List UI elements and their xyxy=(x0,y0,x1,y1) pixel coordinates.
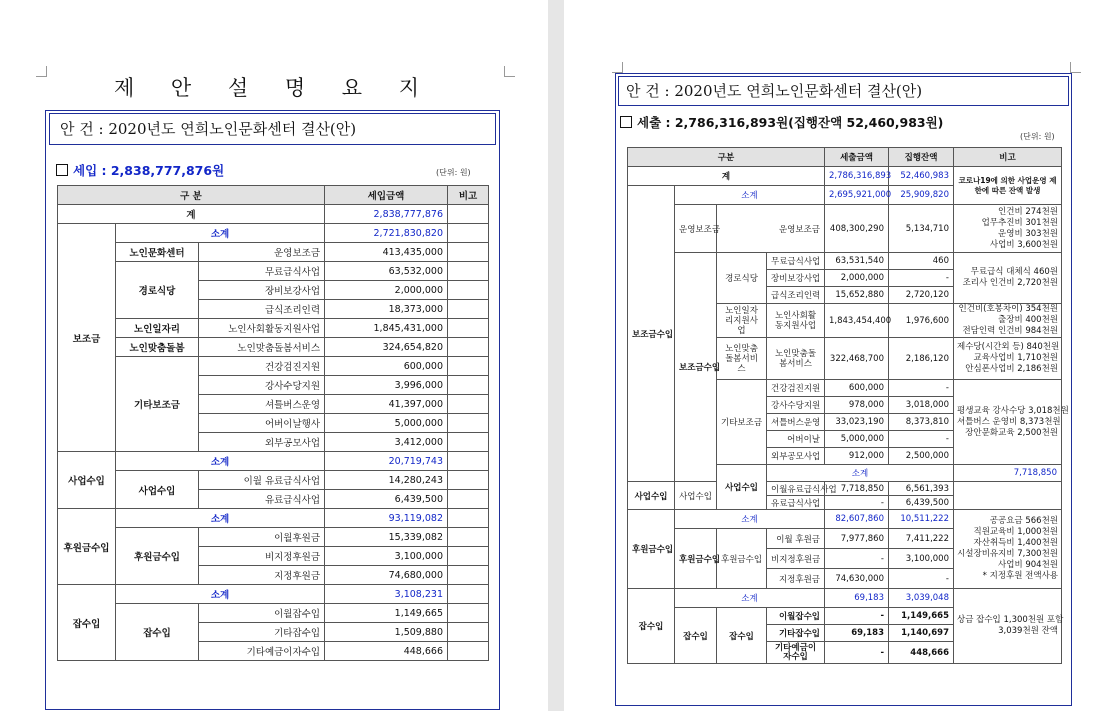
sub-jobs: 노인일자리지원사업 xyxy=(717,304,767,338)
item-name: 이월잡수입 xyxy=(767,608,825,625)
item-name: 지정후원금 xyxy=(767,569,825,589)
item-name: 무료급식사업 xyxy=(199,262,325,281)
subtotal-amount: 69,183 xyxy=(825,589,889,608)
subtotal-label: 소계 xyxy=(116,509,325,528)
item-name: 건강검진지원 xyxy=(767,380,825,397)
item-amount: 7,718,850 xyxy=(825,482,889,496)
sub-donation: 후원금수입 xyxy=(116,528,199,585)
sub-misc: 잡수입 xyxy=(116,604,199,661)
item-name: 무료급식사업 xyxy=(767,253,825,270)
sub2-business: 사업수입 xyxy=(675,482,717,510)
crop-mark xyxy=(1070,62,1081,73)
item-amount: 978,000 xyxy=(825,397,889,414)
subtotal-label: 소계 xyxy=(116,585,325,604)
sub-dining: 경로식당 xyxy=(717,253,767,304)
item-amount: 408,300,290 xyxy=(825,205,889,253)
sub2-misc: 잡수입 xyxy=(717,608,767,664)
sub-other: 기타보조금 xyxy=(116,357,199,452)
checkbox-icon xyxy=(56,164,68,176)
item-name: 외부공모사업 xyxy=(199,433,325,452)
expense-table xyxy=(627,147,1069,664)
right-page xyxy=(564,0,1112,711)
item-name: 노인맞춤돌봄서비스 xyxy=(199,338,325,357)
group-misc: 잡수입 xyxy=(628,589,675,664)
item-amount: 322,468,700 xyxy=(825,338,889,380)
item-balance: 5,134,710 xyxy=(889,205,954,253)
total-remark: 코로나19에 의한 사업운영 제한에 따른 잔액 발생 xyxy=(954,167,1062,205)
item-amount: 33,023,190 xyxy=(825,414,889,431)
sub-business: 사업수입 xyxy=(628,482,675,510)
item-name: 외부공모사업 xyxy=(767,448,825,465)
unit-label: (단위: 원) xyxy=(436,168,471,177)
item-amount: - xyxy=(825,608,889,625)
item-name: 어버이날 xyxy=(767,431,825,448)
subtotal-amount: 2,721,830,820 xyxy=(325,224,448,243)
item-name: 급식조리인력 xyxy=(767,287,825,304)
item-amount: 5,000,000 xyxy=(825,431,889,448)
item-name: 기타예금이자수입 xyxy=(199,642,325,661)
note: 인건비 274천원 업무추진비 301천원 운영비 303천원 사업비 3,600천원 xyxy=(954,205,1062,253)
item-name: 이월잡수입 xyxy=(199,604,325,623)
total-label: 계 xyxy=(58,205,325,224)
item-balance: - xyxy=(889,569,954,589)
checkbox-icon xyxy=(620,116,632,128)
item-name: 운영보조금 xyxy=(717,205,825,253)
sub-care: 노인맞춤돌봄 xyxy=(116,338,199,357)
total-label: 계 xyxy=(628,167,825,186)
note: 무료급식 대체식 460원 조리사 인건비 2,720천원 xyxy=(954,253,1062,304)
item-amount: 74,680,000 xyxy=(325,566,448,585)
item-balance: 460 xyxy=(889,253,954,270)
sub2-donation: 후원금수입 xyxy=(717,529,767,589)
document-title: 제 안 설 명 요 지 xyxy=(113,76,435,100)
head-balance: 집행잔액 xyxy=(889,148,954,167)
item-amount: 3,412,000 xyxy=(325,433,448,452)
note: 상금 잡수입 1,300천원 포함 3,039천원 잔액 xyxy=(954,589,1062,664)
item-amount: 1,845,431,000 xyxy=(325,319,448,338)
item-amount: 63,532,000 xyxy=(325,262,448,281)
agenda-title: 안 건 : 2020년도 연희노인문화센터 결산(안) xyxy=(60,120,357,138)
crop-mark xyxy=(612,62,623,73)
sub-other: 기타보조금 xyxy=(717,380,767,465)
item-amount: - xyxy=(825,549,889,569)
item-amount: 5,000,000 xyxy=(325,414,448,433)
item-balance: - xyxy=(889,431,954,448)
sub-operation: 운영보조금 xyxy=(675,205,717,253)
item-name: 기타예금이자수입 xyxy=(767,642,825,664)
item-name: 건강검진지원 xyxy=(199,357,325,376)
item-name: 이월 유료급식사업 xyxy=(199,471,325,490)
note: 공공요금 566천원 직원교육비 1,000천원 자산취득비 1,400천원 시설장비유지비 7,300천원 사업비 904천원 * 지정후원 전액사용 xyxy=(954,510,1062,589)
subtotal-label: 소계 xyxy=(675,589,825,608)
item-amount: 600,000 xyxy=(325,357,448,376)
unit-label: (단위: 원) xyxy=(1020,132,1055,141)
item-name: 장비보강사업 xyxy=(199,281,325,300)
item-name: 이월유료급식사업 xyxy=(767,482,825,496)
item-balance: 8,373,810 xyxy=(889,414,954,431)
subtotal-amount: 93,119,082 xyxy=(325,509,448,528)
subtotal-label: 소계 xyxy=(767,465,954,482)
item-name: 이월 후원금 xyxy=(767,529,825,549)
head-remark: 비고 xyxy=(448,186,489,205)
sub-center: 노인문화센터 xyxy=(116,243,199,262)
item-balance: 6,561,393 xyxy=(889,482,954,496)
item-balance: 3,018,000 xyxy=(889,397,954,414)
item-amount: 3,996,000 xyxy=(325,376,448,395)
subtotal-label: 소계 xyxy=(116,224,325,243)
group-donation: 후원금수입 xyxy=(628,510,675,589)
subtotal-label: 소계 xyxy=(675,510,825,529)
item-name: 이월후원금 xyxy=(199,528,325,547)
item-amount: 14,280,243 xyxy=(325,471,448,490)
subtotal-amount: 2,695,921,000 xyxy=(825,186,889,205)
item-name: 강사수당지원 xyxy=(767,397,825,414)
item-balance: 3,100,000 xyxy=(889,549,954,569)
note: 인건비(호봉차이) 354천원 출장비 400천원 전담인력 인건비 984천원 xyxy=(954,304,1062,338)
item-balance: 2,500,000 xyxy=(889,448,954,465)
page-gap xyxy=(548,0,564,711)
item-amount: 2,000,000 xyxy=(825,270,889,287)
item-amount: 1,149,665 xyxy=(325,604,448,623)
item-amount: 18,373,000 xyxy=(325,300,448,319)
item-balance: 1,149,665 xyxy=(889,608,954,625)
head-category: 구 분 xyxy=(58,186,325,205)
item-amount: 1,509,880 xyxy=(325,623,448,642)
item-balance: 2,186,120 xyxy=(889,338,954,380)
group-subsidy: 보조금수입 xyxy=(628,186,675,482)
group-donation: 후원금수입 xyxy=(58,509,116,585)
item-balance: 1,976,600 xyxy=(889,304,954,338)
item-name: 비지정후원금 xyxy=(199,547,325,566)
total-balance: 52,460,983 xyxy=(889,167,954,186)
item-balance: - xyxy=(889,270,954,287)
item-name: 강사수당지원 xyxy=(199,376,325,395)
item-amount: 69,183 xyxy=(825,625,889,642)
sub-dining: 경로식당 xyxy=(116,262,199,319)
total-amount: 2,786,316,893 xyxy=(825,167,889,186)
item-name: 지정후원금 xyxy=(199,566,325,585)
item-amount: 15,652,880 xyxy=(825,287,889,304)
subtotal-balance: 3,039,048 xyxy=(889,589,954,608)
item-amount: - xyxy=(825,496,889,510)
item-name: 노인사회활동지원사업 xyxy=(199,319,325,338)
item-amount: 41,397,000 xyxy=(325,395,448,414)
subtotal-amount: 20,719,743 xyxy=(325,452,448,471)
item-name: 어버이날행사 xyxy=(199,414,325,433)
item-amount: 448,666 xyxy=(325,642,448,661)
income-table xyxy=(57,185,489,661)
item-amount: 3,100,000 xyxy=(325,547,448,566)
item-name: 운영보조금 xyxy=(199,243,325,262)
head-amount: 세입금액 xyxy=(325,186,448,205)
group-business: 사업수입 xyxy=(58,452,116,509)
item-name: 장비보강사업 xyxy=(767,270,825,287)
item-amount: 324,654,820 xyxy=(325,338,448,357)
subtotal-amount: 3,108,231 xyxy=(325,585,448,604)
sub-subsidy-group: 보조금수입 xyxy=(675,253,717,482)
item-name: 유료급식사업 xyxy=(767,496,825,510)
item-name: 셔틀버스운영 xyxy=(199,395,325,414)
sub-business: 사업수입 xyxy=(116,471,199,509)
item-name: 셔틀버스운영 xyxy=(767,414,825,431)
item-amount: 912,000 xyxy=(825,448,889,465)
total-amount: 2,838,777,876 xyxy=(325,205,448,224)
item-amount: 74,630,000 xyxy=(825,569,889,589)
item-balance: 1,140,697 xyxy=(889,625,954,642)
item-name: 기타잡수입 xyxy=(199,623,325,642)
head-amount: 세출금액 xyxy=(825,148,889,167)
item-amount: 2,000,000 xyxy=(325,281,448,300)
item-amount: 1,843,454,400 xyxy=(825,304,889,338)
group-business: 사업수입 xyxy=(717,465,767,510)
sub-care: 노인맞춤돌봄서비스 xyxy=(717,338,767,380)
item-balance: 2,720,120 xyxy=(889,287,954,304)
expense-header: 세출 : 2,786,316,893원(집행잔액 52,460,983원) xyxy=(620,113,943,131)
item-balance: 7,411,222 xyxy=(889,529,954,549)
group-misc: 잡수입 xyxy=(58,585,116,661)
group-subsidy: 보조금 xyxy=(58,224,116,452)
item-name: 유료급식사업 xyxy=(199,490,325,509)
item-name: 노인맞춤돌봄서비스 xyxy=(767,338,825,380)
subtotal-label: 소계 xyxy=(675,186,825,205)
sub-jobs: 노인일자리 xyxy=(116,319,199,338)
sub-donation: 후원금수입 xyxy=(675,529,717,589)
head-category: 구분 xyxy=(628,148,825,167)
item-amount: 6,439,500 xyxy=(325,490,448,509)
subtotal-amount: 82,607,860 xyxy=(825,510,889,529)
item-amount: 7,977,860 xyxy=(825,529,889,549)
sub-misc: 잡수입 xyxy=(675,608,717,664)
subtotal-label: 소계 xyxy=(116,452,325,471)
income-header: 세입 : 2,838,777,876원 xyxy=(56,161,224,179)
item-amount: 413,435,000 xyxy=(325,243,448,262)
item-amount: 15,339,082 xyxy=(325,528,448,547)
item-balance: - xyxy=(889,380,954,397)
item-amount: 600,000 xyxy=(825,380,889,397)
item-name: 기타잡수입 xyxy=(767,625,825,642)
item-name: 급식조리인력 xyxy=(199,300,325,319)
head-remark: 비고 xyxy=(954,148,1062,167)
note: 평생교육 강사수당 3,018천원 셔틀버스 운영비 8,373천원 장안문화교육 2,500천원 xyxy=(954,380,1062,465)
item-balance: 6,439,500 xyxy=(889,496,954,510)
note: 제수당(시간외 등) 840천원 교육사업비 1,710천원 안심폰사업비 2,186천원 xyxy=(954,338,1062,380)
item-name: 비지정후원금 xyxy=(767,549,825,569)
item-name: 노인사회활동지원사업 xyxy=(767,304,825,338)
item-balance: 448,666 xyxy=(889,642,954,664)
left-page xyxy=(0,0,548,711)
subtotal-amount: 7,718,850 xyxy=(954,465,1062,482)
subtotal-balance: 10,511,222 xyxy=(889,510,954,529)
agenda-title: 안 건 : 2020년도 연희노인문화센터 결산(안) xyxy=(626,82,923,100)
item-amount: - xyxy=(825,642,889,664)
item-amount: 63,531,540 xyxy=(825,253,889,270)
subtotal-balance: 25,909,820 xyxy=(889,186,954,205)
